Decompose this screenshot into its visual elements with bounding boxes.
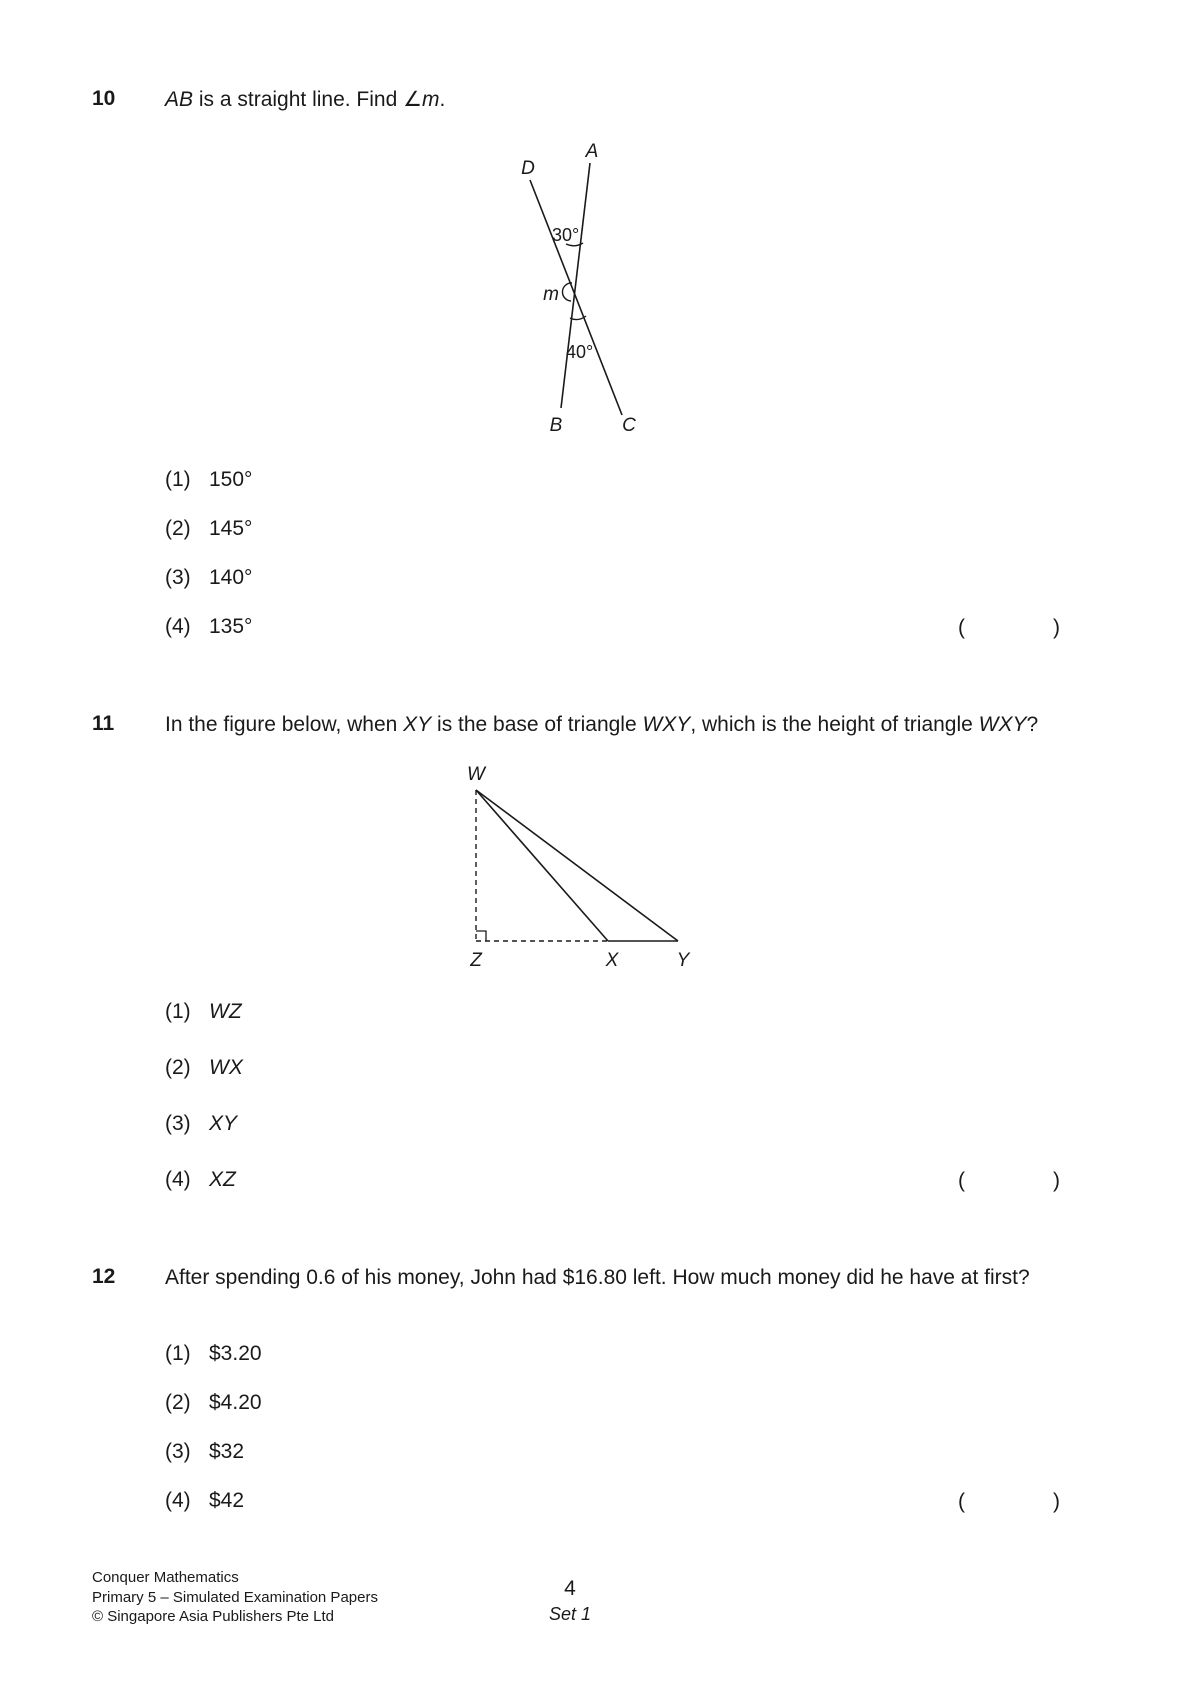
answer-bracket[interactable]: ( ) [958,1490,1060,1513]
intersecting-lines-figure [0,0,1200,460]
footer-page-info [540,1576,600,1626]
question-text: After spending 0.6 of his money, John had $16.80 left. How much money did he have at first? [165,1266,1030,1289]
question-text: In the figure below, when XY is the base of triangle WXY, which is the height of triangle WXY? [165,713,1039,736]
right-angle-mark [476,931,486,941]
question-number: 11 [92,712,115,735]
option-1: (1) WZ [165,1000,242,1023]
label-c: C [622,415,636,436]
label-x: X [605,950,619,971]
question-number: 12 [92,1265,116,1288]
side-wy [476,790,678,941]
label-w: W [467,764,485,785]
question-text: AB is a straight line. Find ∠m. [165,88,446,111]
option-4: (4) XZ [165,1168,236,1191]
answer-bracket[interactable]: ( ) [958,1169,1060,1192]
book-subtitle: Primary 5 – Simulated Examination Papers [92,1588,378,1606]
label-m: m [543,284,559,305]
page-number: 4 [564,1577,576,1600]
copyright-notice: © Singapore Asia Publishers Pte Ltd [92,1608,335,1625]
label-y: Y [676,950,690,971]
side-wx [476,790,608,941]
book-title: Conquer Mathematics [92,1569,239,1586]
label-b: B [549,415,563,436]
option-4: (4) 135° [165,615,253,638]
option-3: (3) $32 [165,1440,245,1463]
option-2: (2) WX [165,1056,243,1079]
angle-label-40: 40° [566,342,594,362]
label-a: A [585,141,599,162]
option-1: (1) 150° [165,468,253,491]
set-label: Set 1 [548,1604,592,1624]
option-1: (1) $3.20 [165,1342,262,1365]
option-3: (3) XY [165,1112,238,1135]
question-number: 10 [92,87,116,110]
angle-label-30: 30° [552,225,580,245]
label-z: Z [470,950,482,971]
option-2: (2) $4.20 [165,1391,262,1414]
label-d: D [521,158,535,179]
footer-publisher-info [92,1568,378,1627]
option-3: (3) 140° [165,566,253,589]
option-2: (2) 145° [165,517,253,540]
option-4: (4) $42 [165,1489,245,1512]
answer-bracket[interactable]: ( ) [958,616,1060,639]
